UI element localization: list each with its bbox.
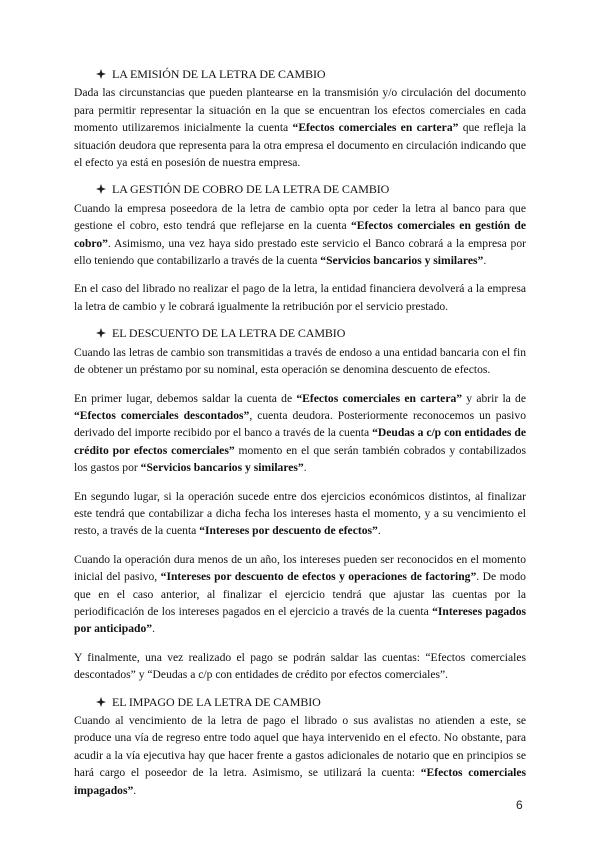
section-heading [74, 325, 526, 342]
paragraph: Y finalmente, una vez realizado el pago se podrán saldar las cuentas: “Efectos comerciales descontados” y “Deudas a c/p con entidades de crédito por efectos comerciales”. [74, 650, 526, 682]
heading-text: LA GESTIÓN DE COBRO DE LA LETRA DE CAMBIO [112, 182, 390, 197]
section-heading [74, 694, 526, 711]
diamond-bullet-icon [96, 184, 106, 194]
diamond-bullet-icon [96, 697, 106, 707]
section-heading [74, 181, 526, 198]
paragraph: En segundo lugar, si la operación sucede entre dos ejercicios económicos distintos, al finalizar este tendrá que contabilizar a dicha fecha los intereses hasta el momento, y a su vencimiento el resto, a través de la cuenta “Intereses por descuento de efectos”. [74, 489, 526, 538]
diamond-bullet-icon [96, 69, 106, 79]
paragraph: Dada las circunstancias que pueden plantearse en la transmisión y/o circulación del documento para permitir representar la situación en la que se encuentran los efectos comerciales en cada momento utilizaremos inicialmente la cuenta “Efectos comerciales en cartera” que refleja la situación deudora que representa para la otra empresa el documento en circulación indicando que el efecto ya está en posesión de nuestra empresa. [74, 86, 527, 170]
section-impago [74, 694, 526, 799]
paragraph: Cuando la empresa poseedora de la letra de cambio opta por ceder la letra al banco para que gestione el cobro, esto tendrá que reflejarse en la cuenta “Efectos comerciales en gestión de cobro”. Asimismo, una vez haya sido prestado este servicio el Banco cobrará a la empresa por ello teniendo que contabilizarlo a través de la cuenta “Servicios bancarios y similares”. [74, 201, 526, 268]
paragraph: Cuando la operación dura menos de un año, los intereses pueden ser reconocidos en el momento inicial del pasivo, “Intereses por descuento de efectos y operaciones de factoring”. De modo que en el caso anterior, al finalizar el ejercicio tendrá que ajustar las cuentas por la periodificación de los intereses pagados en el ejercicio a través de la cuenta “Intereses pagados por anticipado”. [74, 552, 526, 636]
heading-text: EL DESCUENTO DE LA LETRA DE CAMBIO [112, 326, 346, 341]
paragraph: En primer lugar, debemos saldar la cuenta de “Efectos comerciales en cartera” y abrir la de “Efectos comerciales descontados”, cuenta deudora. Posteriormente reconocemos un pasivo derivado del importe recibido por el banco a través de la cuenta “Deudas a c/p con entidades de crédito por efectos comerciales” momento en el que serán también cobrados y contabilizados los gastos por “Servicios bancarios y similares”. [74, 391, 527, 475]
page-number: 6 [516, 798, 523, 812]
paragraph: Cuando las letras de cambio son transmitidas a través de endoso a una entidad bancaria con el fin de obtener un préstamo por su nominal, esta operación se denomina descuento de efectos. [74, 345, 526, 377]
paragraph: Cuando al vencimiento de la letra de pago el librado o sus avalistas no atienden a este, se produce una vía de regreso entre todo aquel que haya intervenido en el efecto. No obstante, para acudir a la vía ejecutiva hay que hacer frente a gastos adicionales de notario que en principios se hará cargo el poseedor de la letra. Asimismo, se utilizará la cuenta: “Efectos comerciales impagados”. [74, 714, 526, 797]
section-emision [74, 66, 526, 171]
document-page [74, 66, 526, 809]
section-heading [74, 66, 526, 83]
heading-text: LA EMISIÓN DE LA LETRA DE CAMBIO [112, 67, 326, 81]
paragraph: En el caso del librado no realizar el pago de la letra, la entidad financiera devolverá a la empresa la letra de cambio y le cobrará igualmente la retribución por el servicio prestado. [74, 282, 526, 313]
heading-text: EL IMPAGO DE LA LETRA DE CAMBIO [112, 694, 321, 709]
section-descuento [74, 325, 526, 683]
section-gestion-cobro [74, 181, 526, 315]
diamond-bullet-icon [96, 328, 106, 338]
